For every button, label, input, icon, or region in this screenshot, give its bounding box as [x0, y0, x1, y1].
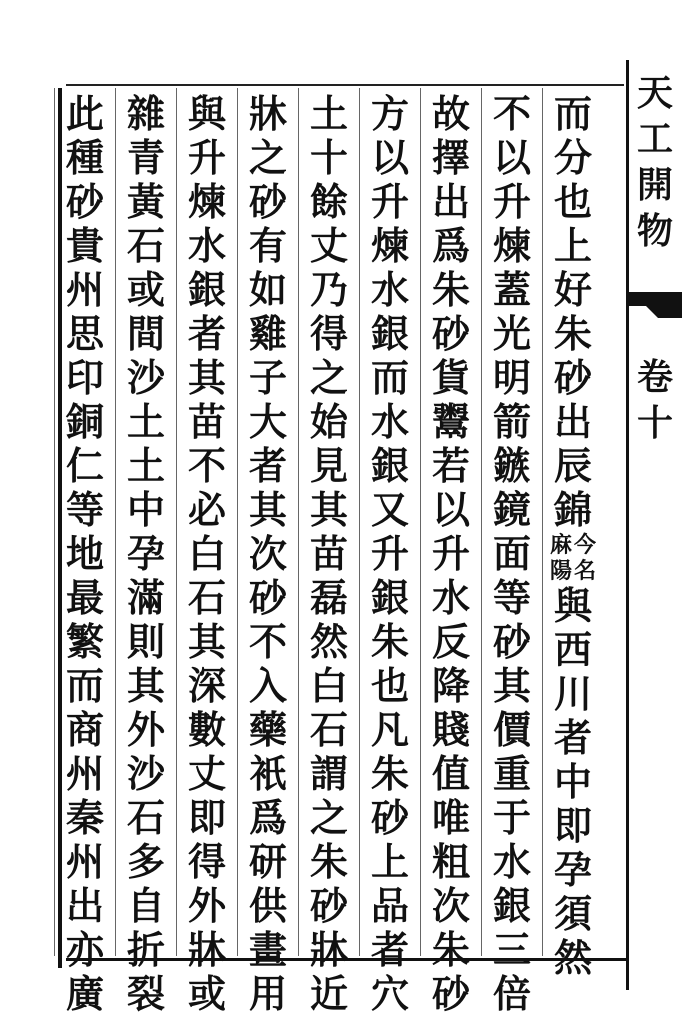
text-char: 爲 — [431, 223, 470, 268]
text-column — [548, 92, 598, 980]
text-char: 水 — [370, 399, 409, 444]
text-char: 思 — [65, 311, 104, 356]
text-char: 爲 — [248, 795, 287, 840]
text-char: 蓋 — [492, 267, 531, 312]
text-char: 牀 — [309, 927, 348, 972]
text-char: 以 — [370, 135, 409, 180]
margin-title-char: 工 — [636, 118, 673, 160]
text-char: 光 — [492, 311, 531, 356]
text-char: 倍 — [492, 971, 531, 1016]
text-char: 秦 — [65, 795, 104, 840]
text-char: 謂 — [309, 751, 348, 796]
text-char: 深 — [187, 663, 226, 708]
text-char: 用 — [248, 971, 287, 1016]
text-char: 石 — [126, 795, 165, 840]
text-char: 或 — [126, 267, 165, 312]
text-char: 牀 — [248, 91, 287, 136]
text-char: 外 — [126, 707, 165, 752]
text-char: 石 — [309, 707, 348, 752]
text-char: 朱 — [553, 311, 592, 356]
text-char: 朱 — [431, 927, 470, 972]
text-char: 出 — [553, 399, 592, 444]
text-column — [487, 92, 537, 1016]
text-column — [182, 92, 232, 1016]
text-char: 朱 — [370, 619, 409, 664]
text-char: 得 — [187, 839, 226, 884]
text-char: 見 — [309, 443, 348, 488]
text-char: 印 — [65, 355, 104, 400]
text-char: 水 — [431, 575, 470, 620]
text-char: 者 — [248, 443, 287, 488]
text-char: 孕 — [126, 531, 165, 576]
text-char: 其 — [492, 663, 531, 708]
text-char: 鏡 — [492, 487, 531, 532]
text-char: 十 — [309, 135, 348, 180]
text-char: 始 — [309, 399, 348, 444]
text-char: 砂 — [65, 179, 104, 224]
column-divider — [542, 88, 543, 956]
interlinear-note — [548, 532, 598, 584]
text-char: 而 — [553, 91, 592, 136]
text-char: 而 — [370, 355, 409, 400]
text-char: 砂 — [248, 575, 287, 620]
note-char: 今 — [573, 532, 596, 558]
text-char: 分 — [553, 135, 592, 180]
text-char: 故 — [431, 91, 470, 136]
text-char: 次 — [431, 883, 470, 928]
text-char: 好 — [553, 267, 592, 312]
text-char: 銀 — [370, 443, 409, 488]
text-char: 貨 — [431, 355, 470, 400]
text-char: 明 — [492, 355, 531, 400]
text-char: 擇 — [431, 135, 470, 180]
text-char: 又 — [370, 487, 409, 532]
text-char: 煉 — [492, 223, 531, 268]
text-char: 西 — [553, 627, 592, 672]
margin-volume-char: 十 — [636, 402, 673, 444]
text-char: 而 — [65, 663, 104, 708]
text-char: 土 — [126, 399, 165, 444]
text-char: 畫 — [248, 927, 287, 972]
text-char: 外 — [187, 883, 226, 928]
text-char: 粗 — [431, 839, 470, 884]
text-char: 雜 — [126, 91, 165, 136]
text-column — [426, 92, 476, 1016]
text-char: 黃 — [126, 179, 165, 224]
text-char: 上 — [370, 839, 409, 884]
text-char: 上 — [553, 223, 592, 268]
text-char: 砂 — [248, 179, 287, 224]
text-char: 降 — [431, 663, 470, 708]
text-char: 也 — [370, 663, 409, 708]
text-char: 于 — [492, 795, 531, 840]
note-char: 名 — [573, 558, 596, 584]
text-char: 藥 — [248, 707, 287, 752]
text-char: 州 — [65, 267, 104, 312]
text-char: 錦 — [553, 487, 592, 532]
text-char: 者 — [187, 311, 226, 356]
text-char: 不 — [187, 443, 226, 488]
text-char: 價 — [492, 707, 531, 752]
margin-title-char: 物 — [636, 210, 673, 252]
text-char: 煉 — [187, 179, 226, 224]
text-char: 近 — [309, 971, 348, 1016]
text-char: 箭 — [492, 399, 531, 444]
text-char: 不 — [492, 91, 531, 136]
right-border-line — [626, 60, 629, 990]
margin-volume-char: 卷 — [636, 356, 673, 398]
column-divider — [54, 88, 55, 956]
column-divider — [237, 88, 238, 956]
text-char: 水 — [492, 839, 531, 884]
text-char: 苗 — [187, 399, 226, 444]
text-char: 大 — [248, 399, 287, 444]
text-char: 品 — [370, 883, 409, 928]
text-char: 中 — [126, 487, 165, 532]
text-char: 丈 — [187, 751, 226, 796]
text-char: 升 — [187, 135, 226, 180]
text-char: 石 — [187, 575, 226, 620]
text-char: 若 — [431, 443, 470, 488]
text-char: 白 — [309, 663, 348, 708]
text-char: 升 — [370, 531, 409, 576]
text-char: 煉 — [370, 223, 409, 268]
text-column — [243, 92, 293, 1016]
text-char: 方 — [370, 91, 409, 136]
text-char: 之 — [248, 135, 287, 180]
text-char: 砂 — [431, 971, 470, 1016]
text-char: 穴 — [370, 971, 409, 1016]
text-char: 砂 — [431, 311, 470, 356]
text-char: 其 — [309, 487, 348, 532]
text-char: 反 — [431, 619, 470, 664]
text-char: 與 — [187, 91, 226, 136]
text-char: 然 — [553, 935, 592, 980]
text-char: 然 — [309, 619, 348, 664]
text-char: 其 — [187, 355, 226, 400]
margin-title-char: 開 — [636, 164, 673, 206]
text-char: 孕 — [553, 847, 592, 892]
column-divider — [359, 88, 360, 956]
text-char: 商 — [65, 707, 104, 752]
text-char: 其 — [248, 487, 287, 532]
text-char: 得 — [309, 311, 348, 356]
text-char: 重 — [492, 751, 531, 796]
text-char: 值 — [431, 751, 470, 796]
text-char: 凡 — [370, 707, 409, 752]
note-char: 陽 — [549, 558, 572, 584]
text-char: 水 — [187, 223, 226, 268]
text-char: 必 — [187, 487, 226, 532]
text-char: 三 — [492, 927, 531, 972]
text-char: 數 — [187, 707, 226, 752]
text-column — [121, 92, 171, 1016]
text-char: 裂 — [126, 971, 165, 1016]
text-char: 中 — [553, 759, 592, 804]
text-char: 仁 — [65, 443, 104, 488]
text-char: 丈 — [309, 223, 348, 268]
text-char: 須 — [553, 891, 592, 936]
text-char: 銀 — [492, 883, 531, 928]
text-char: 最 — [65, 575, 104, 620]
note-line — [549, 532, 573, 584]
text-char: 出 — [65, 883, 104, 928]
text-char: 折 — [126, 927, 165, 972]
text-char: 即 — [553, 803, 592, 848]
text-char: 面 — [492, 531, 531, 576]
text-char: 此 — [65, 91, 104, 136]
text-char: 等 — [65, 487, 104, 532]
text-char: 升 — [370, 179, 409, 224]
text-char: 牀 — [187, 927, 226, 972]
text-char: 州 — [65, 751, 104, 796]
text-char: 衹 — [248, 751, 287, 796]
text-char: 滿 — [126, 575, 165, 620]
text-char: 土 — [126, 443, 165, 488]
text-char: 沙 — [126, 355, 165, 400]
text-char: 唯 — [431, 795, 470, 840]
text-char: 有 — [248, 223, 287, 268]
text-char: 銀 — [370, 575, 409, 620]
text-char: 朱 — [431, 267, 470, 312]
text-char: 升 — [492, 179, 531, 224]
text-char: 磊 — [309, 575, 348, 620]
text-char: 朱 — [309, 839, 348, 884]
text-column — [304, 92, 354, 1016]
text-char: 種 — [65, 135, 104, 180]
text-char: 以 — [431, 487, 470, 532]
text-char: 廣 — [65, 971, 104, 1016]
text-char: 其 — [187, 619, 226, 664]
text-char: 砂 — [370, 795, 409, 840]
text-char: 餘 — [309, 179, 348, 224]
top-border-line — [66, 84, 624, 86]
text-char: 石 — [126, 223, 165, 268]
text-char: 亦 — [65, 927, 104, 972]
column-divider — [420, 88, 421, 956]
text-char: 銀 — [187, 267, 226, 312]
text-char: 白 — [187, 531, 226, 576]
text-char: 川 — [553, 671, 592, 716]
text-char: 出 — [431, 179, 470, 224]
text-char: 自 — [126, 883, 165, 928]
text-char: 地 — [65, 531, 104, 576]
text-char: 則 — [126, 619, 165, 664]
text-char: 鬻 — [431, 399, 470, 444]
text-char: 或 — [187, 971, 226, 1016]
text-char: 與 — [553, 583, 592, 628]
text-char: 入 — [248, 663, 287, 708]
text-char: 苗 — [309, 531, 348, 576]
text-char: 銀 — [370, 311, 409, 356]
fishtail-mark-icon — [628, 290, 682, 320]
text-char: 朱 — [370, 751, 409, 796]
text-char: 砂 — [492, 619, 531, 664]
text-char: 研 — [248, 839, 287, 884]
text-char: 以 — [492, 135, 531, 180]
text-char: 辰 — [553, 443, 592, 488]
margin-title-char: 天 — [636, 72, 673, 114]
text-char: 等 — [492, 575, 531, 620]
column-divider — [298, 88, 299, 956]
text-char: 供 — [248, 883, 287, 928]
text-char: 不 — [248, 619, 287, 664]
text-char: 銅 — [65, 399, 104, 444]
text-char: 水 — [370, 267, 409, 312]
text-char: 繁 — [65, 619, 104, 664]
text-char: 升 — [431, 531, 470, 576]
text-char: 之 — [309, 355, 348, 400]
text-char: 鏃 — [492, 443, 531, 488]
text-char: 其 — [126, 663, 165, 708]
note-char: 麻 — [549, 532, 572, 558]
text-column — [365, 92, 415, 1016]
text-char: 者 — [370, 927, 409, 972]
text-char: 之 — [309, 795, 348, 840]
book-title-margin — [632, 70, 678, 446]
column-divider — [481, 88, 482, 956]
column-divider — [176, 88, 177, 956]
text-char: 土 — [309, 91, 348, 136]
text-char: 也 — [553, 179, 592, 224]
text-char: 如 — [248, 267, 287, 312]
column-divider — [115, 88, 116, 956]
text-char: 多 — [126, 839, 165, 884]
text-char: 青 — [126, 135, 165, 180]
text-char: 賤 — [431, 707, 470, 752]
text-char: 州 — [65, 839, 104, 884]
text-char: 砂 — [553, 355, 592, 400]
text-char: 沙 — [126, 751, 165, 796]
text-char: 乃 — [309, 267, 348, 312]
text-char: 間 — [126, 311, 165, 356]
note-line — [573, 532, 597, 584]
text-char: 子 — [248, 355, 287, 400]
text-char: 即 — [187, 795, 226, 840]
text-column — [60, 92, 110, 1016]
text-char: 貴 — [65, 223, 104, 268]
text-char: 次 — [248, 531, 287, 576]
text-char: 雞 — [248, 311, 287, 356]
text-char: 者 — [553, 715, 592, 760]
text-char: 砂 — [309, 883, 348, 928]
